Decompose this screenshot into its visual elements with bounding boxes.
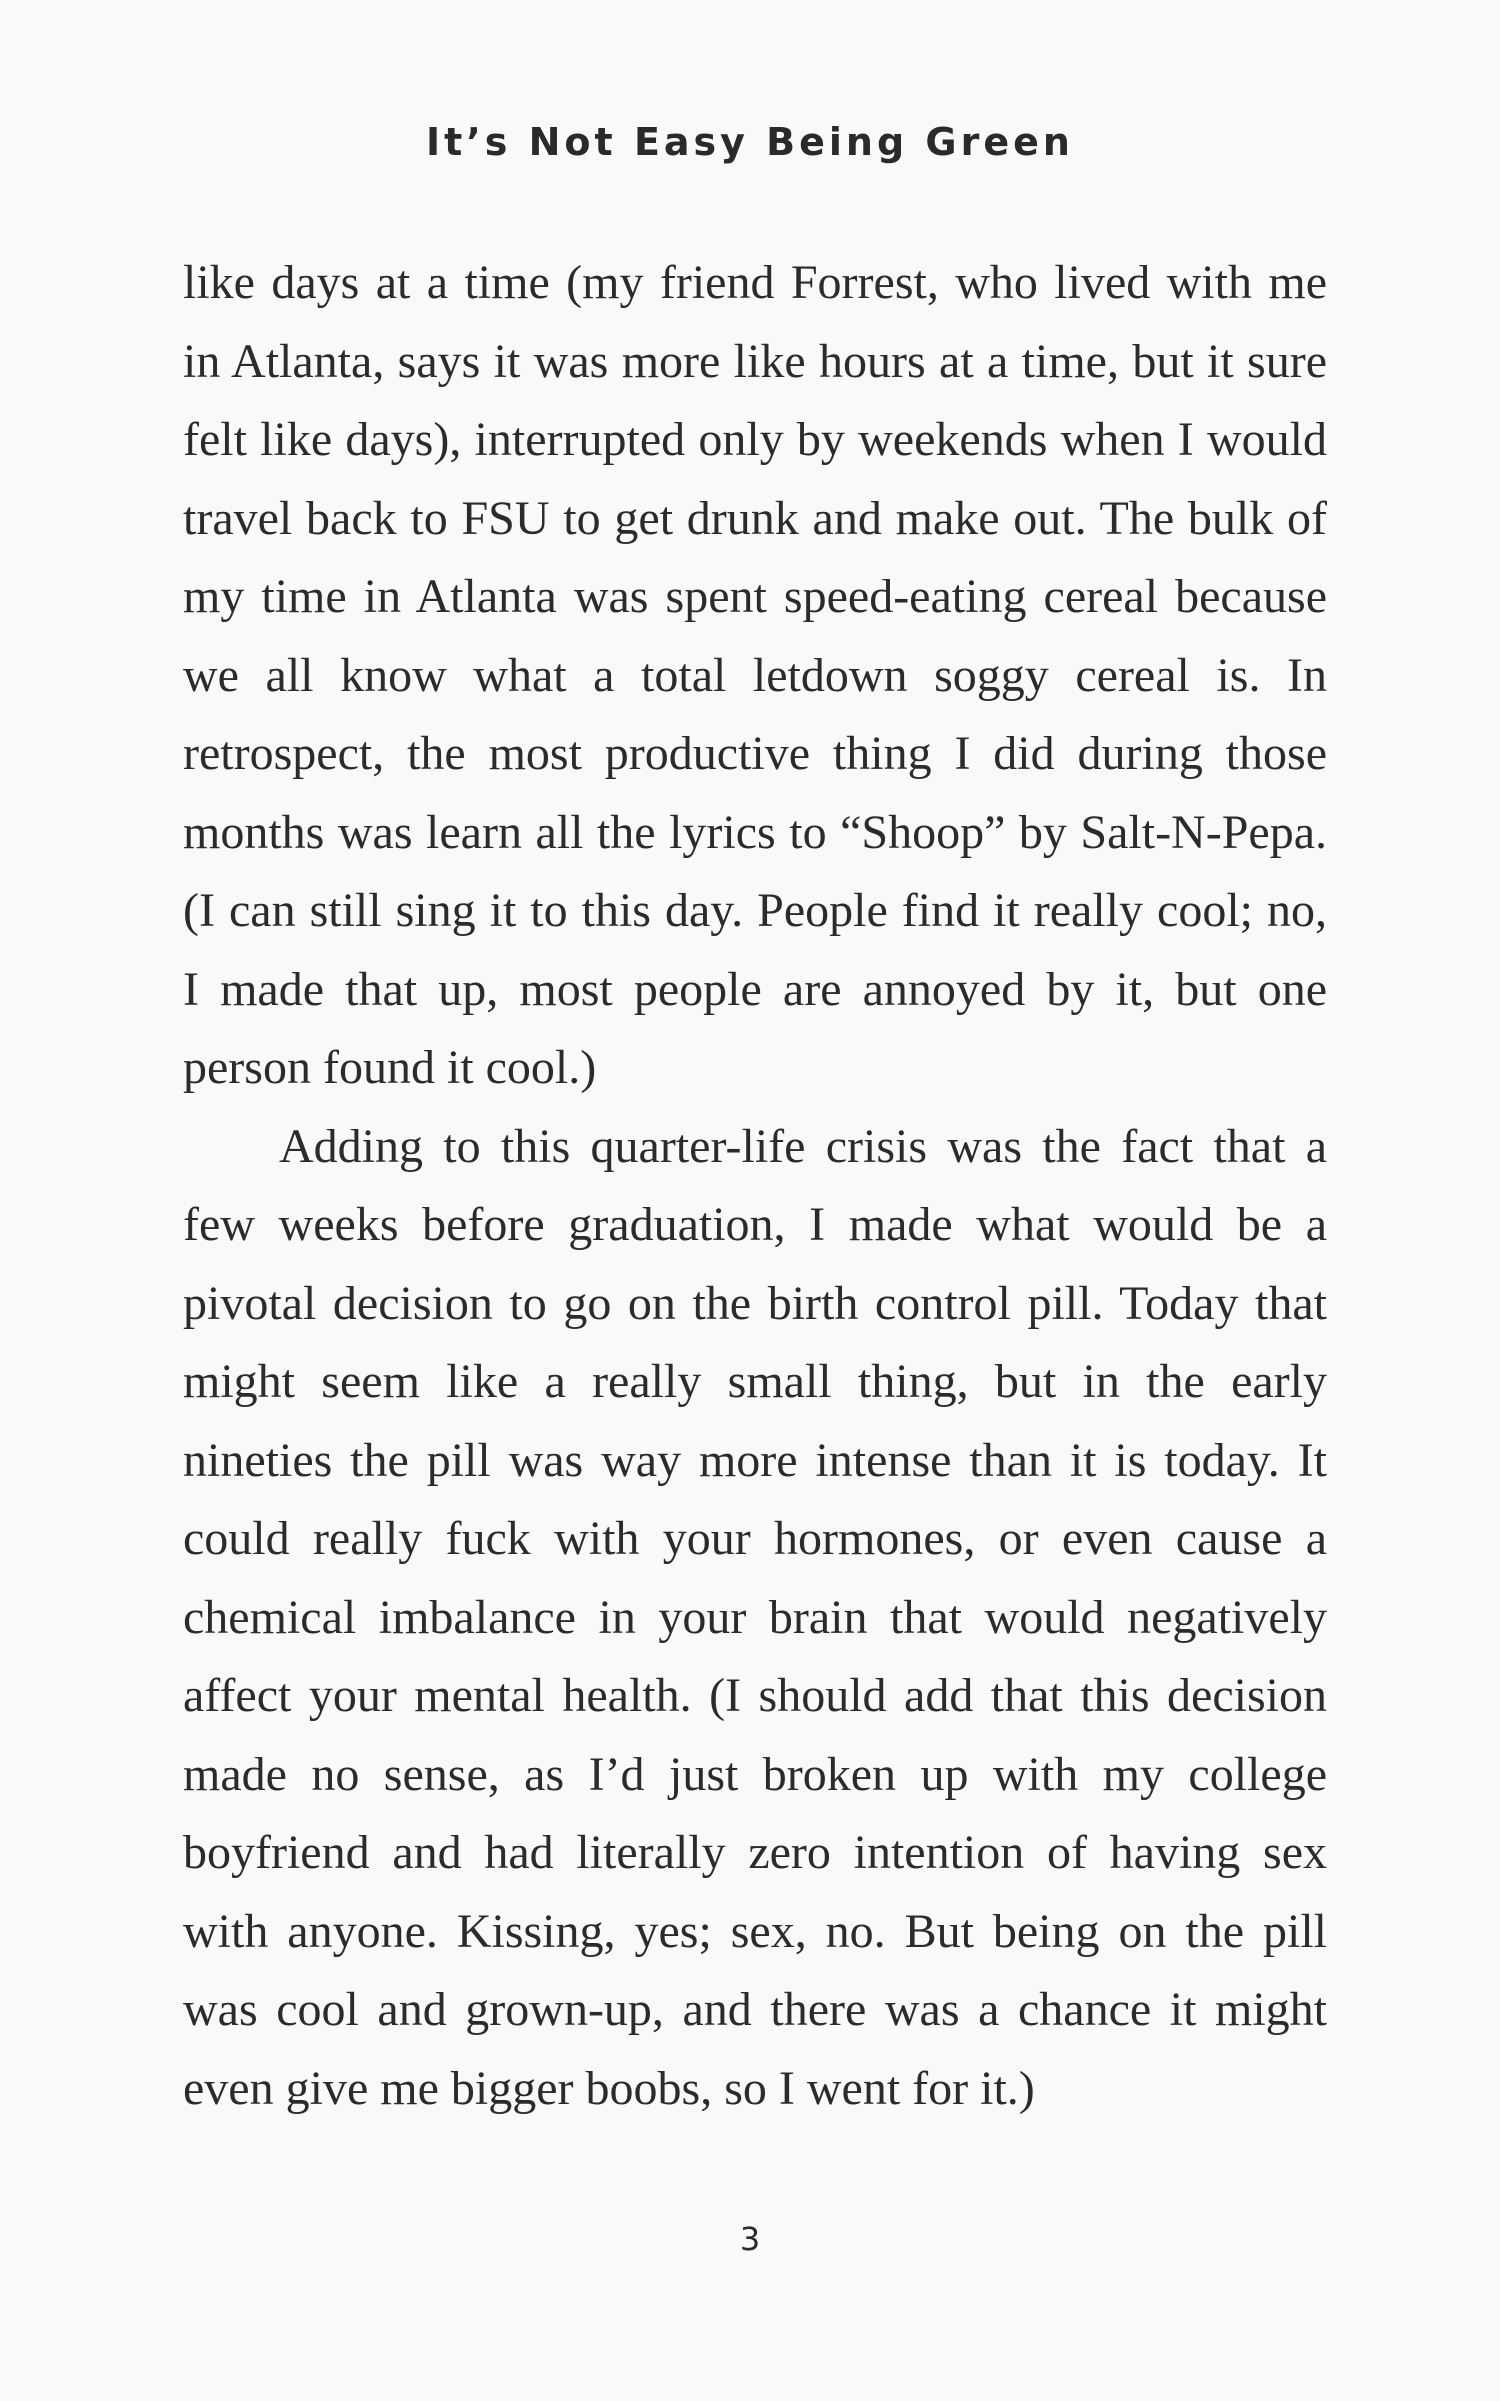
paragraph-continued: like days at a time (my friend Forrest, who lived with me in Atlanta, says it was more like hours at a time, but it sure felt like days), interrupted only by weekends when I would travel back to FSU to get drunk and make out. The bulk of my time in Atlanta was spent speed-eating cereal because we all know what a total letdown soggy cereal is. In retrospect, the most productive thing I did during those months was learn all the lyrics to “Shoop” by Salt-N-Pepa. (I can still sing it to this day. People find it really cool; no, I made that up, most people are annoyed by it, but one person found it cool.) [183, 256, 1327, 1094]
paragraph-quarter-life-crisis: Adding to this quarter-life crisis was the fact that a few weeks before graduation, I made what would be a pivotal decision to go on the birth control pill. Today that might seem like a really small thing, but in the early nineties the pill was way more intense than it is today. It could really fuck with your hormones, or even cause a chemical imbalance in your brain that would negatively affect your mental health. (I should add that this decision made no sense, as I’d just broken up with my college boyfriend and had literally zero intention of having sex with anyone. Kissing, yes; sex, no. But being on the pill was cool and grown-up, and there was a chance it might even give me bigger boobs, so I went for it.) [183, 1119, 1327, 2115]
running-head: It’s Not Easy Being Green [426, 120, 1074, 164]
page-number: 3 [739, 2220, 761, 2258]
body-text [183, 244, 1327, 2128]
